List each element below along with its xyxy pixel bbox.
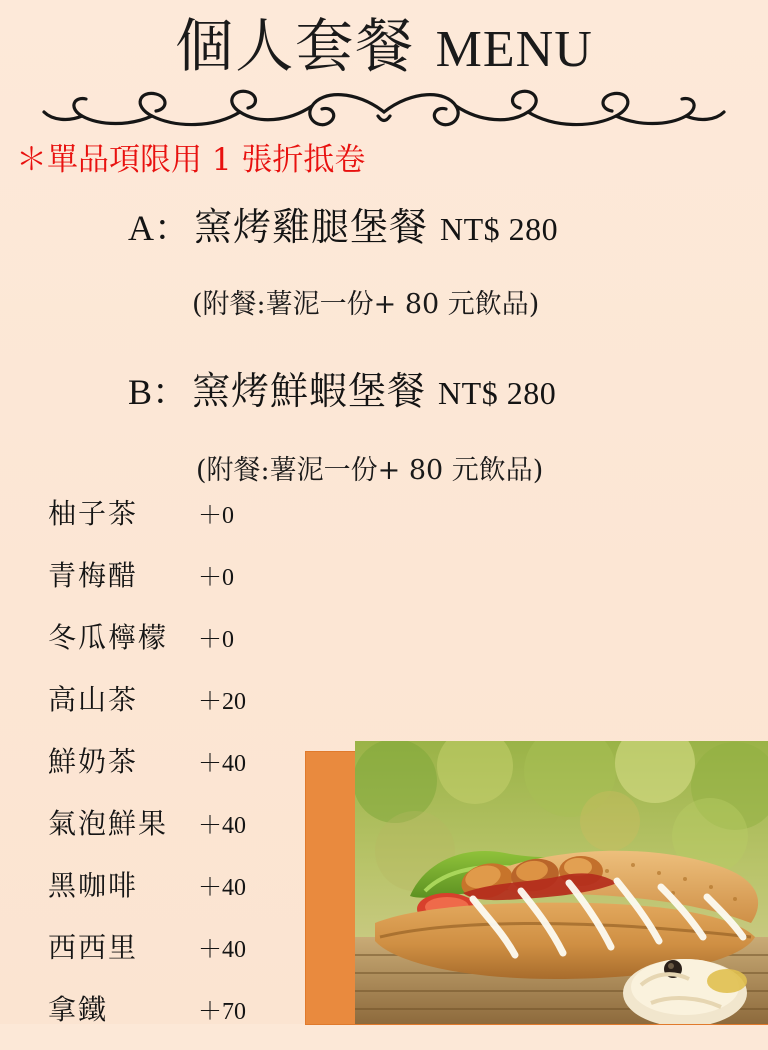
drink-price: ＋0 [198, 565, 234, 591]
drink-name: 黑咖啡 [48, 869, 139, 902]
set-b-sub: (附餐:薯泥一份+ 80 元飲品) [196, 455, 544, 486]
list-item [48, 616, 308, 678]
drink-name: 高山茶 [48, 683, 139, 716]
list-item [48, 802, 308, 864]
drink-name: 鮮奶茶 [48, 745, 139, 778]
page-title-zh: 個人套餐 [175, 12, 416, 80]
set-a-name: 窯烤雞腿堡餐 [194, 205, 429, 249]
set-a-row [128, 196, 558, 251]
set-b-code: B： [128, 372, 189, 412]
drink-name: 柚子茶 [48, 497, 139, 530]
set-b-price: NT$ 280 [438, 375, 557, 411]
drink-name: 冬瓜檸檬 [48, 621, 169, 654]
list-item [48, 678, 308, 740]
drink-price: ＋20 [198, 689, 246, 715]
set-b-name: 窯烤鮮蝦堡餐 [192, 369, 427, 413]
drink-price: ＋40 [198, 875, 246, 901]
list-item [48, 988, 308, 1050]
page-title [0, 8, 768, 88]
set-b-row [128, 360, 556, 415]
drink-name: 拿鐵 [48, 993, 109, 1026]
list-item [48, 492, 308, 554]
set-a-price: NT$ 280 [440, 211, 559, 247]
ornamental-flourish-divider-icon [26, 82, 742, 136]
drink-price: ＋40 [198, 751, 246, 777]
set-a-sub: (附餐:薯泥一份+ 80 元飲品) [192, 289, 540, 320]
drink-name: 氣泡鮮果 [48, 807, 169, 840]
drink-price: ＋40 [198, 813, 246, 839]
drink-name: 青梅醋 [48, 559, 139, 592]
drink-price: ＋0 [198, 503, 234, 529]
list-item [48, 740, 308, 802]
drink-price: ＋40 [198, 937, 246, 963]
page-title-en: MENU [435, 21, 593, 78]
list-item [48, 926, 308, 988]
drink-price: ＋70 [198, 999, 246, 1025]
set-a-code: A： [128, 208, 190, 248]
shrimp-burger-sandwich-photo [355, 741, 768, 1024]
coupon-note: ＊單品項限用 1 張折抵卷 [16, 142, 366, 178]
drink-upgrade-list [48, 492, 308, 1050]
list-item [48, 554, 308, 616]
drink-name: 西西里 [48, 931, 139, 964]
drink-price: ＋0 [198, 627, 234, 653]
list-item [48, 864, 308, 926]
